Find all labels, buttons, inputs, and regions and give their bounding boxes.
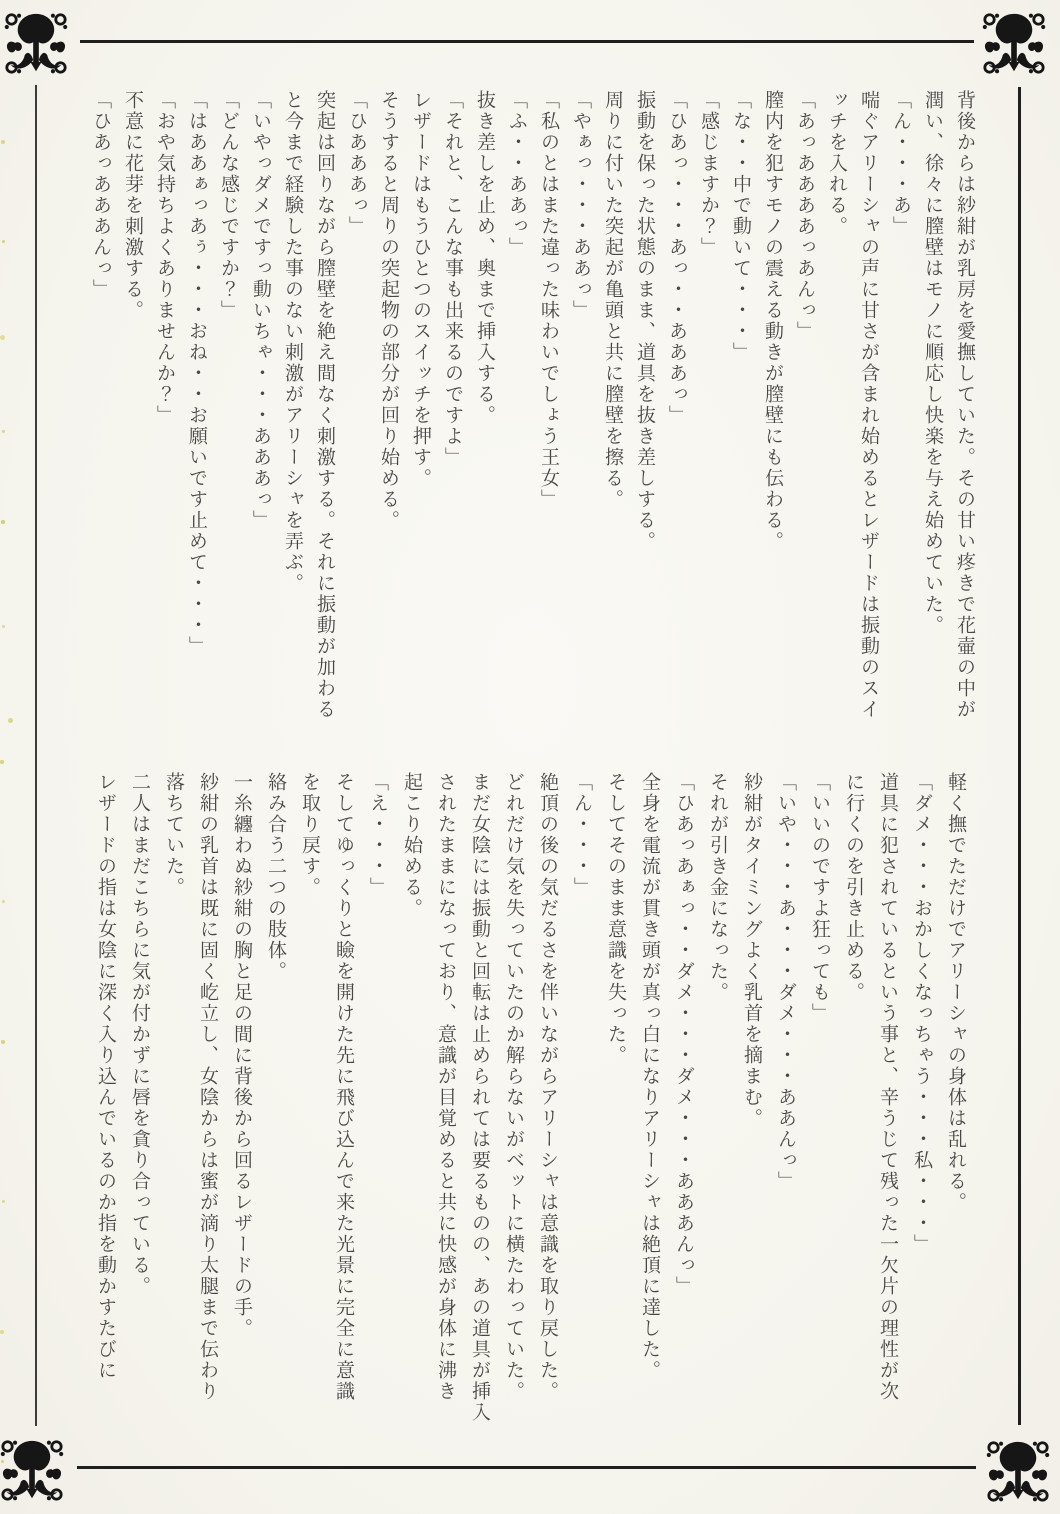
text-column: そしてゆっくりと瞼を開けた先に飛び込んで来た光景に完全に意識 xyxy=(333,772,355,1402)
text-column: 軽く撫でただけでアリーシャの身体は乱れる。 xyxy=(945,772,967,1213)
upper-text-block xyxy=(69,90,981,746)
text-column: 「ひあっあああんっ」 xyxy=(90,90,112,300)
text-column: 「いや・・・あ・・・ダメ・・・ああんっ」 xyxy=(775,772,797,1192)
text-column: 振動を保った状態のまま、道具を抜き差しする。 xyxy=(634,90,656,552)
speck xyxy=(2,625,5,628)
speck xyxy=(2,240,5,243)
text-column: と今まで経験した事のない刺激がアリーシャを弄ぶ。 xyxy=(282,90,304,594)
text-column: 落ちていた。 xyxy=(163,772,185,898)
text-column: 「私のとはまた違った味わいでしょう王女」 xyxy=(538,90,560,510)
text-column: 「それと、こんな事も出来るのですよ」 xyxy=(442,90,464,468)
text-column: 「ふ・・ああっ」 xyxy=(506,90,528,258)
text-column: 紗紺がタイミングよく乳首を摘まむ。 xyxy=(741,772,763,1129)
speck xyxy=(2,430,5,433)
text-column: 「ん・・・あ」 xyxy=(890,90,912,237)
text-column: 「やぁっ・・・ああっ」 xyxy=(570,90,592,321)
text-column: 「どんな感じですか？」 xyxy=(218,90,240,321)
speck xyxy=(0,760,4,764)
speck xyxy=(2,900,5,903)
corner-ornament-icon xyxy=(4,10,68,76)
text-column: 喘ぐアリーシャの声に甘さが含まれ始めるとレザードは振動のスイ xyxy=(858,90,880,720)
text-column: 「ん・・・」 xyxy=(571,772,593,898)
text-column: レザードはもうひとつのスイッチを押す。 xyxy=(410,90,432,489)
text-column: それが引き金になった。 xyxy=(707,772,729,1003)
text-column: に行くのを引き止める。 xyxy=(843,772,865,1003)
speck xyxy=(2,1200,5,1203)
text-column: 「いいのですよ狂っても」 xyxy=(809,772,831,1024)
corner-ornament-icon xyxy=(982,10,1046,76)
speck xyxy=(1,140,5,144)
text-column: 「ダメ・・・おかしくなっちゃう・・・私・・・」 xyxy=(911,772,933,1255)
lower-text-block xyxy=(73,772,973,1434)
speck xyxy=(1,1040,5,1044)
speck xyxy=(1,520,5,524)
text-column: 絶頂の後の気だるさを伴いながらアリーシャは意識を取り戻した。 xyxy=(537,772,559,1402)
text-column: そしてそのまま意識を失った。 xyxy=(605,772,627,1066)
text-column: 周りに付いた突起が亀頭と共に膣壁を擦る。 xyxy=(602,90,624,510)
text-column: 紗紺の乳首は既に固く屹立し、女陰からは蜜が滴り太腿まで伝わり xyxy=(197,772,219,1402)
text-column: 潤い、徐々に膣壁はモノに順応し快楽を与え始めていた。 xyxy=(922,90,944,636)
text-column: 「ひあああっ」 xyxy=(346,90,368,237)
text-column: どれだけ気を失っていたのか解らないがベットに横たわっていた。 xyxy=(503,772,525,1402)
text-column: 不意に花芽を刺激する。 xyxy=(122,90,144,321)
text-column: 膣内を犯すモノの震える動きが膣壁にも伝わる。 xyxy=(762,90,784,552)
text-column: 「あっああああっあんっ」 xyxy=(794,90,816,342)
text-column: 「おや気持ちよくありませんか？」 xyxy=(154,90,176,426)
text-column: 「はああぁっあぅ・・・おね・・お願いです止めて・・・」 xyxy=(186,90,208,657)
frame-rule-top xyxy=(80,40,974,43)
text-column: ッチを入れる。 xyxy=(826,90,848,237)
speck xyxy=(8,718,13,723)
text-column: 起こり始める。 xyxy=(401,772,423,919)
text-column: 道具に犯されているという事と、辛うじて残った一欠片の理性が次 xyxy=(877,772,899,1402)
text-column: 「いやっダメですっ動いちゃ・・・あああっ」 xyxy=(250,90,272,531)
frame-rule-right xyxy=(1018,87,1021,1425)
text-column: 抜き差しを止め、奥まで挿入する。 xyxy=(474,90,496,426)
text-column: を取り戻す。 xyxy=(299,772,321,898)
text-column: 「な・・中で動いて・・・」 xyxy=(730,90,752,363)
frame-rule-bottom xyxy=(77,1466,976,1469)
text-column: 「え・・・」 xyxy=(367,772,389,898)
text-column: 絡み合う二つの肢体。 xyxy=(265,772,287,982)
text-column: 「感じますか？」 xyxy=(698,90,720,258)
corner-ornament-icon xyxy=(0,1437,64,1503)
text-column: 一糸纏わぬ紗紺の胸と足の間に背後から回るレザードの手。 xyxy=(231,772,253,1339)
text-column: 突起は回りながら膣壁を絶え間なく刺激する。それに振動が加わる xyxy=(314,90,336,720)
frame-rule-left xyxy=(35,85,37,1426)
text-column: 全身を電流が貫き頭が真っ白になりアリーシャは絶頂に達した。 xyxy=(639,772,661,1381)
text-column: まだ女陰には振動と回転は止められては要るものの、あの道具が挿入 xyxy=(469,772,491,1423)
text-column: 「ひあっあぁっ・・ダメ・・・ダメ・・・あああんっ」 xyxy=(673,772,695,1297)
text-column: 二人はまだこちらに気が付かずに唇を貪り合っている。 xyxy=(129,772,151,1297)
text-column: そうすると周りの突起物の部分が回り始める。 xyxy=(378,90,400,531)
text-column: 「ひあっ・・・あっ・・あああっ」 xyxy=(666,90,688,426)
text-column: レザードの指は女陰に深く入り込んでいるのか指を動かすたびに xyxy=(95,772,117,1381)
speck xyxy=(0,1330,4,1334)
corner-ornament-icon xyxy=(986,1438,1050,1504)
text-column: 背後からは紗紺が乳房を愛撫していた。その甘い疼きで花壷の中が xyxy=(954,90,976,720)
speck xyxy=(0,335,5,340)
text-column: されたままになっており、意識が目覚めると共に快感が身体に沸き xyxy=(435,772,457,1402)
